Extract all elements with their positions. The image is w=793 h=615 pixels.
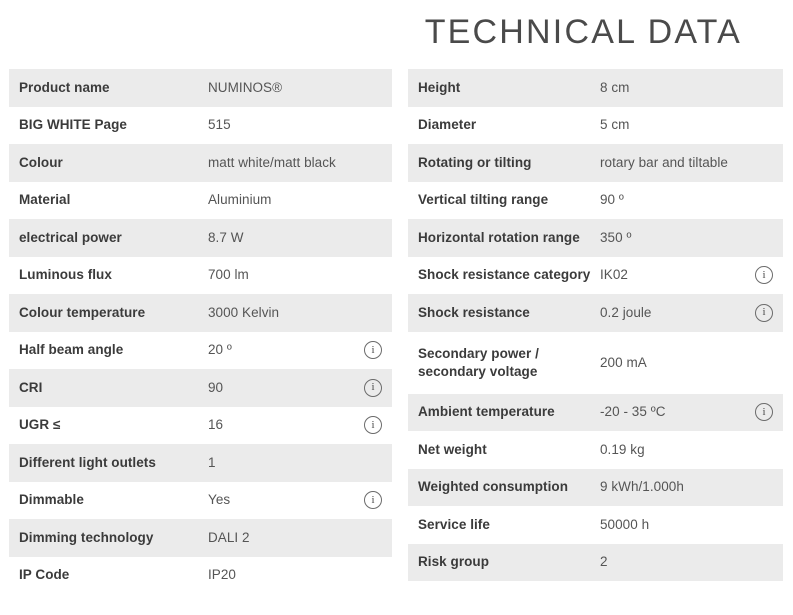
spec-value: 9 kWh/1.000h	[600, 479, 684, 495]
info-slot	[354, 416, 392, 434]
page-title: TECHNICAL DATA	[424, 13, 742, 51]
spec-value: rotary bar and tiltable	[600, 154, 728, 170]
spec-value: 8 cm	[600, 79, 630, 95]
table-row	[408, 69, 783, 107]
spec-label: Dimming technology	[19, 529, 154, 545]
spec-value: 90	[208, 379, 224, 395]
spec-value: 0.19 kg	[600, 441, 645, 457]
table-row	[408, 544, 783, 582]
table-row	[408, 506, 783, 544]
spec-value: 0.2 joule	[600, 304, 652, 320]
info-icon[interactable]: i	[755, 304, 773, 322]
spec-value: -20 - 35 ºC	[600, 404, 666, 420]
table-row	[408, 182, 783, 220]
table-row	[408, 219, 783, 257]
spec-label: Diameter	[418, 117, 477, 133]
spec-label: Dimmable	[19, 492, 84, 508]
spec-value: 200 mA	[600, 354, 647, 370]
spec-label: BIG WHITE Page	[19, 117, 127, 133]
spec-tables-container	[0, 69, 793, 594]
table-row	[9, 294, 392, 332]
table-row	[9, 369, 392, 407]
info-icon[interactable]: i	[364, 341, 382, 359]
spec-label: electrical power	[19, 229, 122, 245]
spec-label: Rotating or tilting	[418, 154, 532, 170]
table-row	[408, 294, 783, 332]
table-row	[9, 182, 392, 220]
info-slot	[354, 491, 392, 509]
table-row	[408, 431, 783, 469]
spec-value: IP20	[208, 567, 236, 583]
spec-value: Yes	[208, 492, 231, 508]
info-icon[interactable]: i	[364, 491, 382, 509]
spec-label: UGR ≤	[19, 417, 61, 433]
spec-label: Secondary power / secondary voltage	[418, 345, 539, 379]
table-row	[408, 144, 783, 182]
table-row	[408, 107, 783, 145]
table-row	[9, 257, 392, 295]
spec-label: Risk group	[418, 554, 490, 570]
spec-label: Vertical tilting range	[418, 192, 549, 208]
table-row	[9, 444, 392, 482]
spec-value: IK02	[600, 267, 628, 283]
table-row	[408, 257, 783, 295]
left-spec-table	[9, 69, 392, 594]
info-slot	[745, 266, 783, 284]
spec-label: Shock resistance	[418, 304, 530, 320]
spec-label: Weighted consumption	[418, 479, 568, 495]
spec-value: 8.7 W	[208, 229, 244, 245]
spec-label: Half beam angle	[19, 342, 124, 358]
spec-value: 3000 Kelvin	[208, 304, 280, 320]
spec-label: Product name	[19, 79, 110, 95]
spec-label: IP Code	[19, 567, 70, 583]
spec-value: 515	[208, 117, 231, 133]
info-slot	[745, 403, 783, 421]
info-icon[interactable]: i	[755, 266, 773, 284]
table-row	[9, 332, 392, 370]
spec-value: 350 º	[600, 229, 632, 245]
table-row	[9, 407, 392, 445]
table-row	[9, 519, 392, 557]
spec-value: DALI 2	[208, 529, 250, 545]
info-icon[interactable]: i	[364, 379, 382, 397]
spec-value: 5 cm	[600, 117, 630, 133]
spec-label: Colour	[19, 154, 63, 170]
spec-label: Net weight	[418, 441, 487, 457]
spec-label: Ambient temperature	[418, 404, 555, 420]
spec-label: Luminous flux	[19, 267, 112, 283]
spec-label: Different light outlets	[19, 454, 156, 470]
table-row	[408, 394, 783, 432]
table-row	[9, 219, 392, 257]
spec-value: 1	[208, 454, 216, 470]
spec-label: Service life	[418, 516, 490, 532]
spec-value: 50000 h	[600, 516, 650, 532]
spec-value: NUMINOS®	[208, 79, 283, 95]
table-row	[9, 107, 392, 145]
table-row	[9, 557, 392, 595]
spec-label: Material	[19, 192, 71, 208]
spec-label: CRI	[19, 379, 43, 395]
spec-label: Height	[418, 79, 461, 95]
spec-label: Colour temperature	[19, 304, 146, 320]
spec-value: 2	[600, 554, 608, 570]
spec-value: 90 º	[600, 192, 624, 208]
spec-value: matt white/matt black	[208, 154, 336, 170]
right-spec-table	[408, 69, 783, 581]
spec-value: 16	[208, 417, 224, 433]
info-slot	[745, 304, 783, 322]
table-row	[9, 69, 392, 107]
info-slot	[354, 341, 392, 359]
info-icon[interactable]: i	[755, 403, 773, 421]
table-row	[9, 144, 392, 182]
spec-value: 700 lm	[208, 267, 249, 283]
info-slot	[354, 379, 392, 397]
spec-value: Aluminium	[208, 192, 272, 208]
table-row	[408, 332, 783, 394]
spec-label: Horizontal rotation range	[418, 229, 580, 245]
info-icon[interactable]: i	[364, 416, 382, 434]
spec-label: Shock resistance category	[418, 267, 591, 283]
spec-value: 20 º	[208, 342, 232, 358]
table-row	[9, 482, 392, 520]
table-row	[408, 469, 783, 507]
